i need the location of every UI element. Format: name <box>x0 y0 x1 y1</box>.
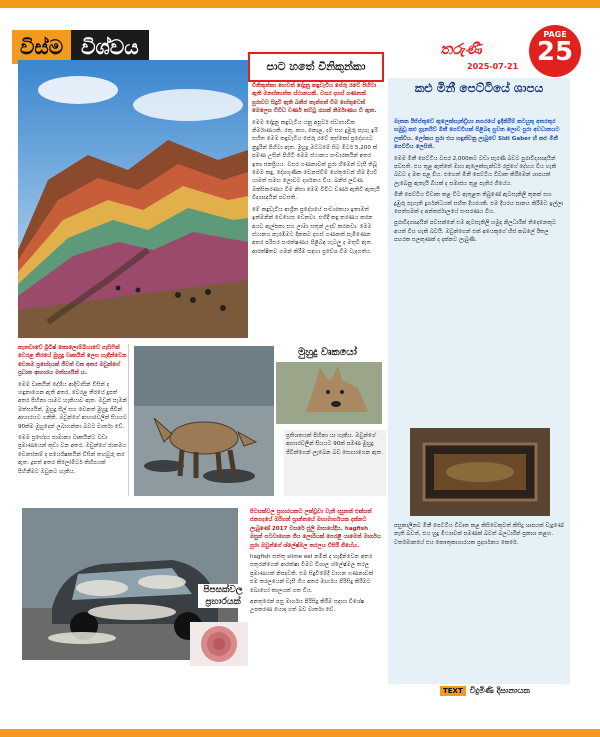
rainbow-paragraph-1: මෙම දේදුනු කඳුවැටිය යනු අපූර්ව ස්වාභාවික නිර්මාණයකි. රතු, කහ, කොළ, දම් සහ දුඹුරු පැහැ ඉරි සහිත මෙම කඳුවැටිය පේරු රටේ කුස්කෝ ප්‍රදේශයට නුදුරින් පිහිටා ඇත. මුහුදු මට්ටමේ සිට මීටර් 5,200 ක් පමණ උසින් පිහිටි මෙම ස්ථානය සංචාරකයින් අතර ඉතා ජනප්‍රියය. වසර ගණනාවක් පුරා හිමෙන් වැසී තිබූ මෙම කඳු, දේශගුණික වෙනස්වීම් හේතුවෙන් හිම දියවී යාමත් සමඟ ලොවට දර්ශනය විය. ඛනිජ ලවණ ඔක්සිකරණය වීම නිසා මෙම විවිධ වර්ණ ඇතිවී ඇතැයි විද්‍යාඥයින් පවසති. <box>252 119 380 202</box>
rainbow-body <box>252 82 380 318</box>
hagfish-paragraph-1: hagfish සත්තු slime eel නමින් ද හැඳින්වෙන අතර සතුරන්ගෙන් ආරක්ෂා වීමට විශාල ශ්ලේෂ්මල තරල ප්‍රමාණයක් නිපදවති. එම සිදුවීමේදී වාහන ගණනාවක් එම තරලයෙන් වැසී ගිය අතර මාර්ගය පිරිසිදු කිරීමට බොහෝ කාලයක් ගත විය. <box>250 554 374 594</box>
wolf-intro: කැනඩාවේ බ්‍රිටිෂ් කොලොම්බියාවේ පැසිෆික් වෙරළ තීරයේ මුහුදු වෘකයින් ලෙස හැඳින්වෙන වෙනම ප්‍රභේදයක් ජීවත් වන අතර ඔවුන්ගේ ප්‍රධාන ආහාරය මත්ස්‍යයින් ය. <box>18 345 127 377</box>
hagfish-title-line-1: පිපසක්වල <box>203 585 243 595</box>
wolf-shore-photo <box>134 346 274 496</box>
box-title: කළු මිනී පෙට්ටියේ ශාපය <box>414 81 544 95</box>
wolf-paragraph-2: මෙම ප්‍රභේදය සාමාන්‍ය වෘකයින්ට වඩා ප්‍රමාණයෙන් කුඩා වන අතර, ඔවුන්ගේ ජානමය වෙනස්කම් ද පර්යේෂකයින් විසින් තහවුරු කර ඇත. දූපත් අතර කිලෝමීටර් කිහිපයක් පිහිනීමට ඔවුනට හැකිය. <box>18 435 127 475</box>
sarcophagus-photo <box>410 428 550 516</box>
issue-date: 2025-07-21 <box>467 62 519 71</box>
hagfish-lead: පිටසක්වල ප්‍රහාරයකට ලක්වූවා වැනි දසුනක් එක්සත් ජනපදයේ ඔරිගන් ප්‍රාන්තයේ මහාමාර්ගයක දක්නට ලැබුණේ 2017 වසරේ ජූලි මාසයේදීය. hagfish මසුන් පටවාගෙන ගිය ලොරියක් පෙරළී යාමෙන් මාර්ගය පුරා ඔවුන්ගේ ශ්ලේෂ්මල තරලය විසිරී ගියේය. <box>250 509 381 549</box>
rainbow-title: පාට හතේ විනිකුන්කා <box>266 60 366 73</box>
brand-logo: තරුණී <box>440 40 482 58</box>
wolf-portrait-photo <box>276 362 382 424</box>
box-body-bottom <box>394 522 564 680</box>
wolf-paragraph-1: මෙම වෘකයින් දේශීය ආදිවාසීන් විසින් ද හඳුනාගෙන ඇති අතර, වෙරළ තීරයේ දූපත් අතර පිහිනා යාමට හැකියාව ඇත. ඔවුන් සැමන් මත්ස්‍යයින්, මුහුදු සීල් සහ වෙනත් මුහුදු ජීවීන් ආහාරයට ගනිති. ඔවුන්ගේ ආහාරවලින් සියයට 90ක්ම මුහුදෙන් ලබාගන්නා බවට වාර්තා වේ. <box>18 381 128 430</box>
hagfish-paragraph-2: අනතුරෙන් පසු මාර්ගය පිරිසිදු කිරීම සඳහා විශේෂ උපකරණ යොදා ගත් බව වාර්තා වේ. <box>250 599 365 614</box>
box-body-top <box>394 118 564 422</box>
box-paragraph-3: පුරාවිද්‍යාඥයින් පවසන්නේ එම ඇටසැකිලි හමුදා නිලධාරීන් තිදෙනෙකුට අයත් විය හැකි බවයි. ඔවුන්ගෙන් එක් අයෙකුගේ හිස් කබලේ ඊතල පහරක සලකුණක් ද දක්නට ලැබුණි. <box>394 220 556 244</box>
rainbow-paragraph-2: මේ කඳුවැටිය ආශ්‍රිත ප්‍රදේශයේ සංචාරකයා ඉතාමත් ඉක්මනින් වෙහෙස වෙනවා. එහිදී කඳු තරණය කරන අයට ඇල්පකා සහ ලාමා සතුන් උදව් කරනවා. මෙම ස්ථානය නැරඹීමට දිනකට දහස් ගණනක් පැමිණෙන අතර පරිසර සංරක්ෂණය පිළිබඳ ගැටලු ද මතුවී ඇත. ආරක්ෂිතව ගමන් කිරීම සඳහා ප්‍රවේශ වීම වැදගත්ය. <box>252 206 373 255</box>
rainbow-mountain-photo <box>18 60 248 338</box>
page-number: 25 <box>536 37 574 67</box>
hagfish-title-line-2: ප්‍රහාරයක් <box>205 597 241 607</box>
wolf-caption: ප්‍රතිශතයක් පිහිනා යා හැකිය. ඔවුන්ගේ ආහාරවලින් සියයට 90ක් පමණ මුහුදු ජීවීන්ගෙන් ලැබෙන බව සොයාගෙන ඇත. <box>284 430 386 496</box>
box-paragraph-1: මෙම මිනී පෙට්ටිය වසර 2,000කට වඩා පැරණි බවට පුරාවිද්‍යාඥයින් පවසති. එය තුළ ඇත්තේ මහා ඇලෙක්සැන්ඩර් රජුගේ දේහය විය හැකි බවට ද මත පළ විය. එහෙත් මිනී පෙට්ටිය විවෘත කිරීමෙන් ශාපයක් ලැබෙනු ඇතැයි බියක් ද සමාජය තුළ පැතිර ගියේය. <box>394 155 557 187</box>
hagfish-coil-photo <box>190 622 248 666</box>
wolf-body <box>18 344 129 496</box>
top-accent-bar <box>0 0 600 8</box>
masthead-part-2: විශ්වය <box>71 30 148 64</box>
rainbow-lead: විනිකුන්කා හෙවත් දේදුනු කඳුවැටිය පේරු රටේ පිහිටා ඇති මනස්කාන්ත ස්ථානයකි. වසර දහස් ගණනක් පුරාවට සිදුවී ඇති ඛනිජ තැන්පත් වීම හේතුවෙන් මෙලෙස විවිධ වර්ණ තට්ටු රැසක් නිර්මාණය වී ඇත. <box>252 83 377 115</box>
credit-tag: TEXT <box>440 686 466 696</box>
hagfish-body <box>250 508 382 698</box>
author-credit <box>440 686 530 696</box>
box-headline <box>396 80 562 96</box>
rainbow-headline <box>248 52 384 82</box>
author-name: විදුමිණි දිසානායක <box>469 686 530 695</box>
box-paragraph-4: පසුකාලීනව මිනී පෙට්ටිය විවෘත කළ කිසිවෙකුටත් කිසිදු ශාපයක් වැදුණේ නැති බවත්, එය හුදු මිථ්‍යාවක් පමණක් බවත් බලධාරීන් ප්‍රකාශ කළහ. වර්තමානයේ එය කෞතුකාගාරයක ප්‍රදර්ශනය කෙරේ. <box>394 523 564 546</box>
section-masthead <box>12 30 149 64</box>
box-lead: මෑතක ඊජිප්තුවේ ඇලෙක්සැන්ඩ්‍රියා නගරයේ ඉදිකිරීම් කටයුතු අතරතුර හමුවූ කළු ග්‍රැනයිට් මිනී පෙට්ටියක් පිළිබඳ පුවත ලොව පුරා අවධානයට ලක්විය. ලෝකය පුරා එය හඳුන්වනු ලැබුවේ Sidi Gaber හි කළු මිනී පෙට්ටිය ලෙසිනි. <box>394 119 560 151</box>
bottom-accent-bar <box>0 729 600 737</box>
page-badge <box>529 25 581 77</box>
wolf-headline: මුහුදු වෘකයෝ <box>298 347 357 358</box>
page-label: PAGE <box>543 30 567 39</box>
box-paragraph-2: මිනී පෙට්ටිය විවෘත කළ විට ඇතුළත තිබුණේ ඇටසැකිලි තුනක් සහ දුඹුරු පැහැති දුර්ගන්ධයක් සහිත දියරයකි. එම දියරය පානය කිරීමට ඉල්ලා පෙත්සමක් ද අන්තර්ජාලයේ සංසරණය විය. <box>394 192 564 216</box>
hagfish-headline <box>198 584 248 608</box>
masthead-part-1: විස්ම <box>12 30 71 64</box>
